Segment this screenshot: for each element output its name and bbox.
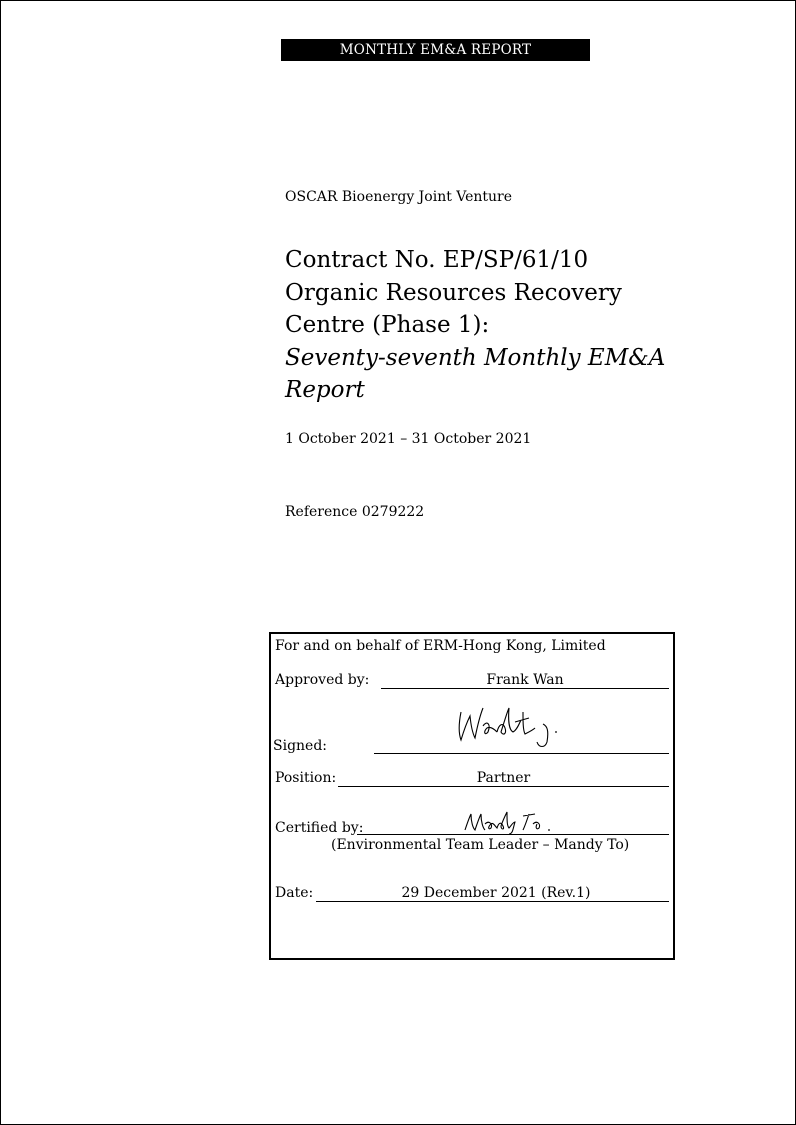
certified-note: (Environmental Team Leader – Mandy To) — [331, 837, 630, 853]
report-reference: Reference 0279222 — [285, 504, 425, 520]
position-label: Position: — [275, 770, 337, 786]
subtitle-line-1: Seventy-seventh Monthly EM&A — [285, 344, 666, 371]
certified-rule — [357, 834, 669, 835]
certifier-signature-icon — [461, 810, 557, 836]
certified-label: Certified by: — [275, 820, 364, 836]
client-name: OSCAR Bioenergy Joint Venture — [285, 189, 513, 205]
date-label: Date: — [275, 885, 314, 901]
title-line-phase: Centre (Phase 1): — [285, 312, 490, 338]
report-title — [285, 244, 665, 407]
signed-rule — [374, 753, 669, 754]
behalf-text: For and on behalf of ERM-Hong Kong, Limited — [275, 638, 606, 654]
report-period: 1 October 2021 – 31 October 2021 — [285, 431, 532, 447]
signoff-box — [269, 632, 675, 960]
position-rule — [338, 786, 669, 787]
date-value: 29 December 2021 (Rev.1) — [401, 885, 591, 901]
date-rule — [316, 901, 669, 902]
position-value: Partner — [476, 770, 531, 786]
approved-label: Approved by: — [275, 672, 370, 688]
approved-rule — [381, 688, 669, 689]
signed-label: Signed: — [273, 738, 328, 754]
title-line-project: Organic Resources Recovery — [285, 279, 622, 306]
approver-signature-icon — [453, 702, 563, 752]
title-line-contract: Contract No. EP/SP/61/10 — [285, 247, 589, 273]
subtitle-line-2: Report — [285, 377, 365, 403]
report-type-banner: MONTHLY EM&A REPORT — [281, 39, 590, 61]
approved-value: Frank Wan — [486, 672, 564, 688]
